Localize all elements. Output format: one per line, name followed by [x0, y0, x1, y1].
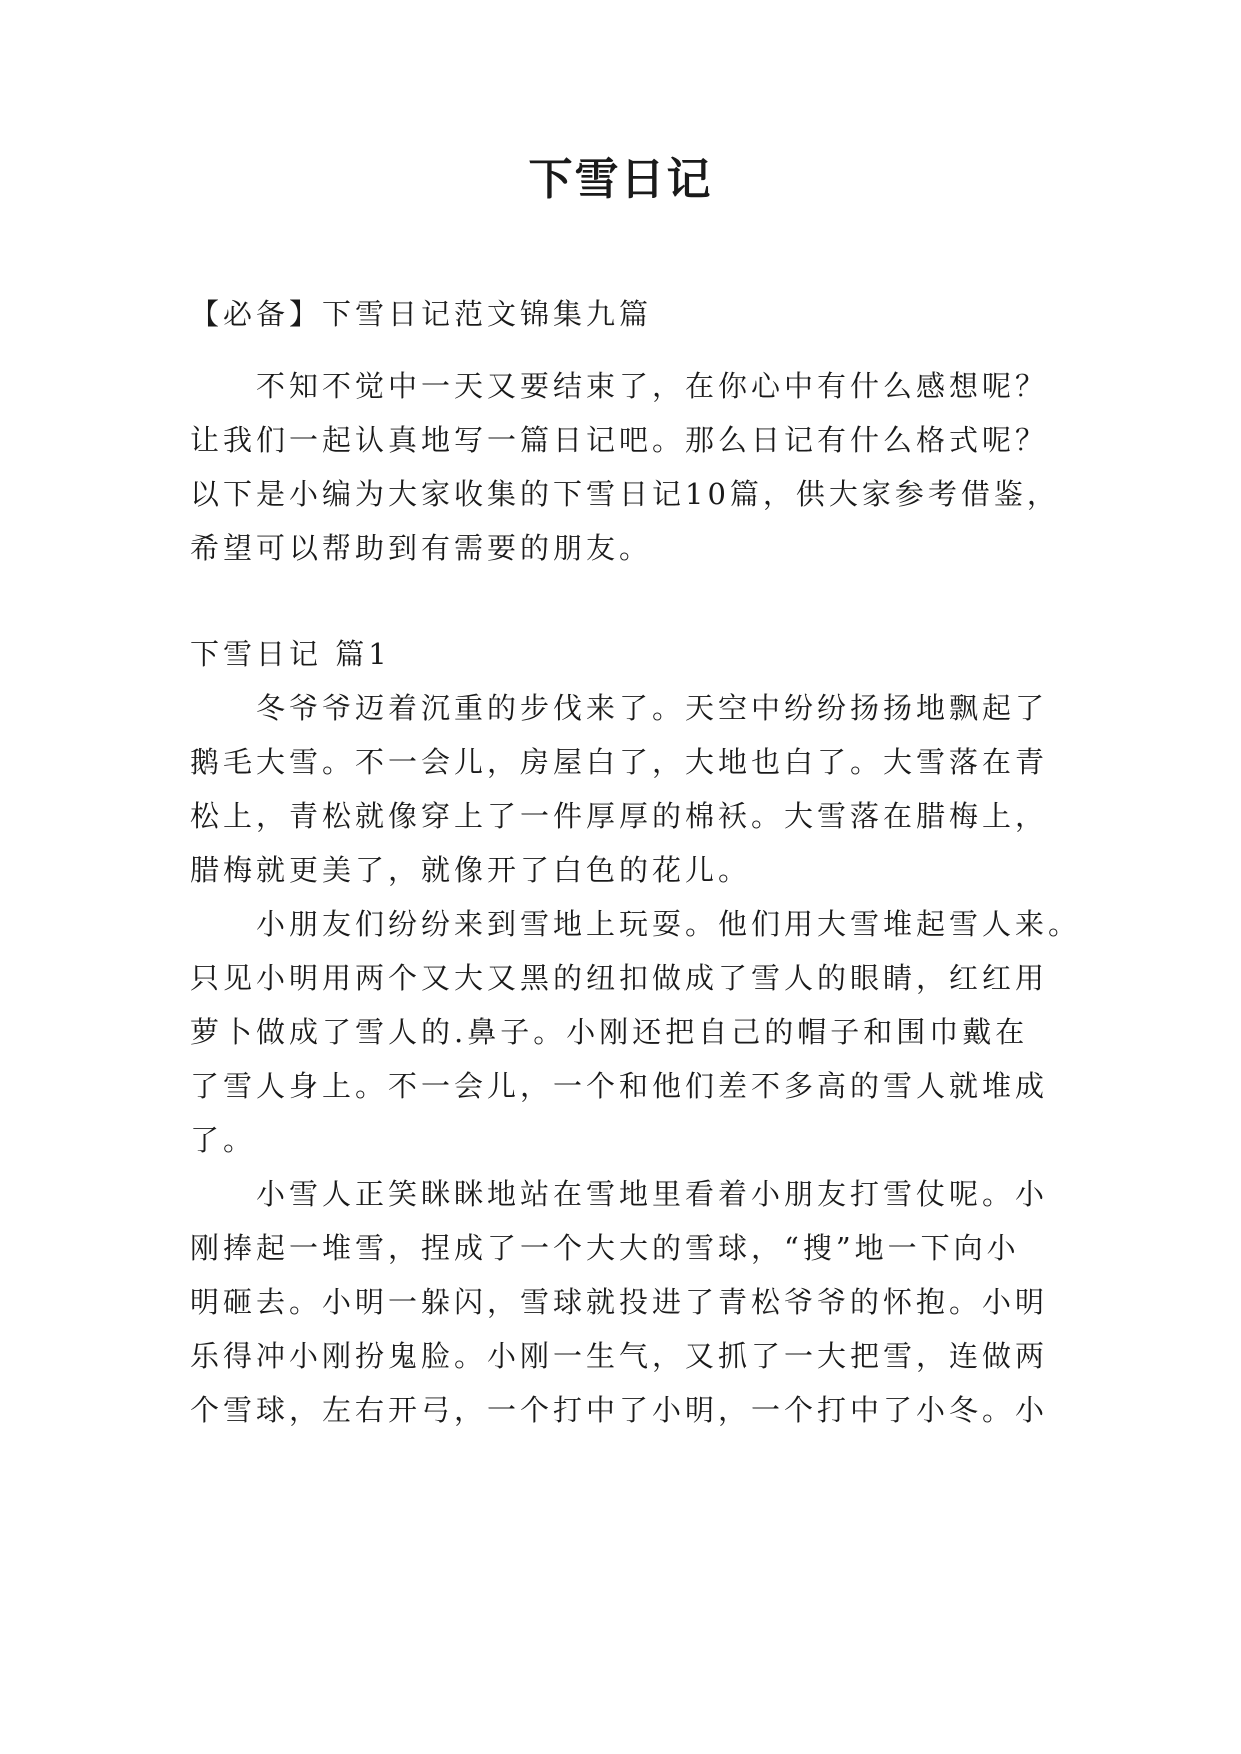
body-line: 只见小明用两个又大又黑的纽扣做成了雪人的眼睛，红红用 — [190, 961, 1049, 995]
body-line: 小朋友们纷纷来到雪地上玩耍。他们用大雪堆起雪人来。 — [190, 907, 1082, 941]
body-line: 腊梅就更美了，就像开了白色的花儿。 — [190, 853, 752, 887]
document-title: 下雪日记 — [528, 154, 713, 205]
document-subtitle: 【必备】下雪日记范文锦集九篇 — [190, 297, 653, 331]
body-line: 了雪人身上。不一会儿，一个和他们差不多高的雪人就堆成 — [190, 1069, 1049, 1103]
body-line: 萝卜做成了雪人的.鼻子。小刚还把自己的帽子和围巾戴在 — [190, 1015, 1029, 1049]
body-line: 乐得冲小刚扮鬼脸。小刚一生气，又抓了一大把雪，连做两 — [190, 1339, 1049, 1373]
body-line: 松上，青松就像穿上了一件厚厚的棉袄。大雪落在腊梅上， — [190, 799, 1049, 833]
body-line: 小雪人正笑眯眯地站在雪地里看着小朋友打雪仗呢。小 — [190, 1177, 1049, 1211]
body-line: 冬爷爷迈着沉重的步伐来了。天空中纷纷扬扬地飘起了 — [190, 691, 1049, 725]
body-line: 了。 — [190, 1123, 257, 1157]
body-line: 明砸去。小明一躲闪，雪球就投进了青松爷爷的怀抱。小明 — [190, 1285, 1049, 1319]
intro-line: 不知不觉中一天又要结束了，在你心中有什么感想呢？ — [190, 369, 1049, 403]
intro-line: 让我们一起认真地写一篇日记吧。那么日记有什么格式呢？ — [190, 423, 1049, 457]
body-line: 刚捧起一堆雪，捏成了一个大大的雪球，“搜”地一下向小 — [190, 1231, 1020, 1265]
intro-line: 希望可以帮助到有需要的朋友。 — [190, 531, 653, 565]
body-line: 个雪球，左右开弓，一个打中了小明，一个打中了小冬。小 — [190, 1393, 1049, 1427]
intro-line: 以下是小编为大家收集的下雪日记10篇，供大家参考借鉴， — [190, 477, 1060, 511]
section-heading: 下雪日记 篇1 — [190, 637, 391, 671]
body-line: 鹅毛大雪。不一会儿，房屋白了，大地也白了。大雪落在青 — [190, 745, 1049, 779]
